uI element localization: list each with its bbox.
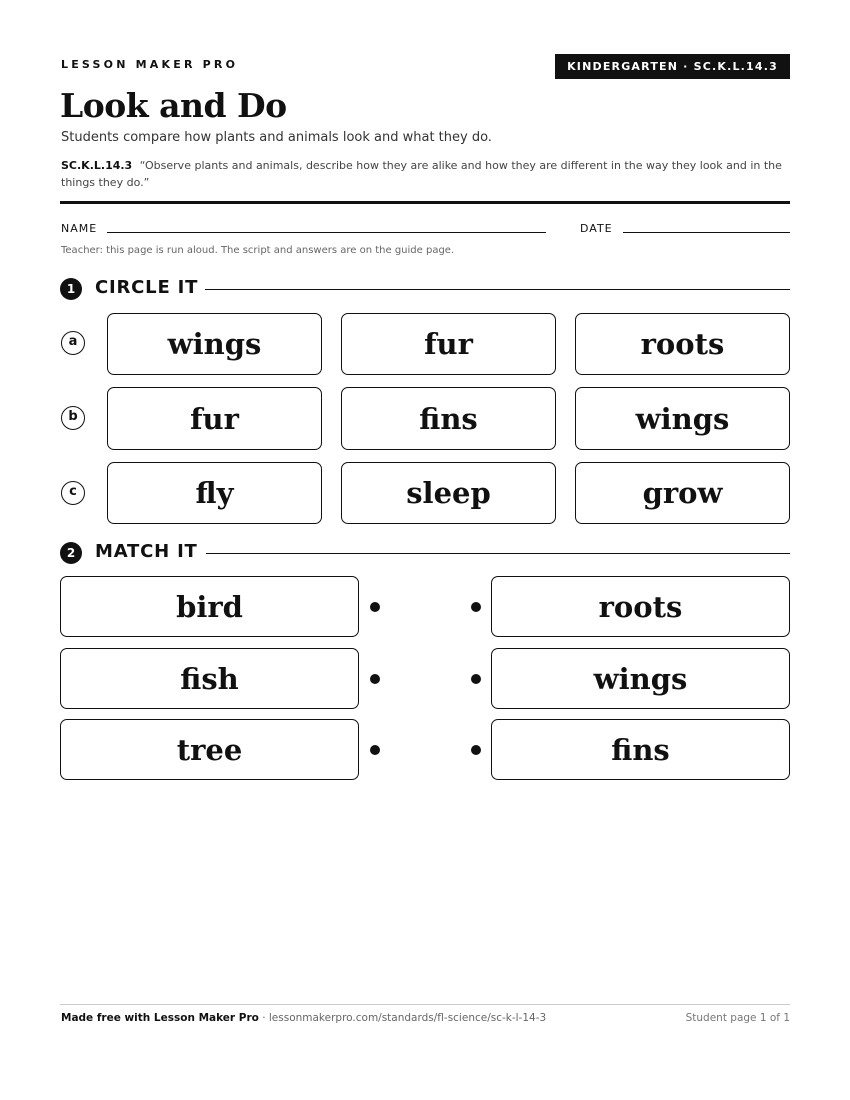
match-dot-right[interactable] xyxy=(471,674,481,684)
match-left-item[interactable]: bird xyxy=(60,576,359,637)
footer-made-with: Made free with Lesson Maker Pro xyxy=(61,1012,259,1024)
row-letter-a: a xyxy=(61,331,85,355)
match-right-item[interactable]: roots xyxy=(491,576,790,637)
page-subtitle: Students compare how plants and animals look and what they do. xyxy=(61,130,492,145)
brand-name: LESSON MAKER PRO xyxy=(61,58,239,71)
match-left-item[interactable]: fish xyxy=(60,648,359,709)
header-divider xyxy=(60,201,790,204)
section-rule xyxy=(206,553,790,554)
section-match-it xyxy=(60,540,790,566)
section-title: CIRCLE IT xyxy=(95,277,199,298)
match-left-item[interactable]: tree xyxy=(60,719,359,780)
row-letter-b: b xyxy=(61,406,85,430)
footer-page-number: Student page 1 of 1 xyxy=(685,1012,790,1024)
match-dot-left[interactable] xyxy=(370,745,380,755)
match-dot-left[interactable] xyxy=(370,602,380,612)
match-dot-right[interactable] xyxy=(471,745,481,755)
grade-standard-badge: KINDERGARTEN · SC.K.L.14.3 xyxy=(555,54,790,79)
name-field[interactable] xyxy=(107,232,546,233)
name-label: NAME xyxy=(61,222,98,235)
match-dot-right[interactable] xyxy=(471,602,481,612)
standard-code: SC.K.L.14.3 xyxy=(61,159,133,172)
standard-description xyxy=(61,157,791,191)
section-number-badge: 2 xyxy=(60,542,82,564)
date-label: DATE xyxy=(580,222,613,235)
teacher-note: Teacher: this page is run aloud. The script and answers are on the guide page. xyxy=(61,245,455,256)
date-field[interactable] xyxy=(623,232,790,233)
circle-choice[interactable]: roots xyxy=(575,313,790,375)
circle-choice[interactable]: grow xyxy=(575,462,790,524)
circle-choice[interactable]: wings xyxy=(107,313,322,375)
match-right-item[interactable]: fins xyxy=(491,719,790,780)
page-title: Look and Do xyxy=(60,86,287,125)
row-letter-c: c xyxy=(61,481,85,505)
section-rule xyxy=(205,289,790,290)
section-title: MATCH IT xyxy=(95,541,198,562)
circle-choice[interactable]: fur xyxy=(107,387,322,450)
circle-choice[interactable]: wings xyxy=(575,387,790,450)
section-number-badge: 1 xyxy=(60,278,82,300)
footer-credit xyxy=(61,1012,546,1024)
circle-choice[interactable]: sleep xyxy=(341,462,556,524)
circle-choice[interactable]: fins xyxy=(341,387,556,450)
match-dot-left[interactable] xyxy=(370,674,380,684)
circle-choice[interactable]: fur xyxy=(341,313,556,375)
match-right-item[interactable]: wings xyxy=(491,648,790,709)
section-circle-it xyxy=(60,276,790,302)
footer-separator: · xyxy=(258,1012,269,1024)
circle-choice[interactable]: fly xyxy=(107,462,322,524)
standard-text: “Observe plants and animals, describe how they are alike and how they are different in the way they look and in the things they do.” xyxy=(61,159,782,189)
footer-url[interactable]: lessonmakerpro.com/standards/fl-science/sc-k-l-14-3 xyxy=(268,1012,547,1024)
footer-divider xyxy=(60,1004,790,1005)
